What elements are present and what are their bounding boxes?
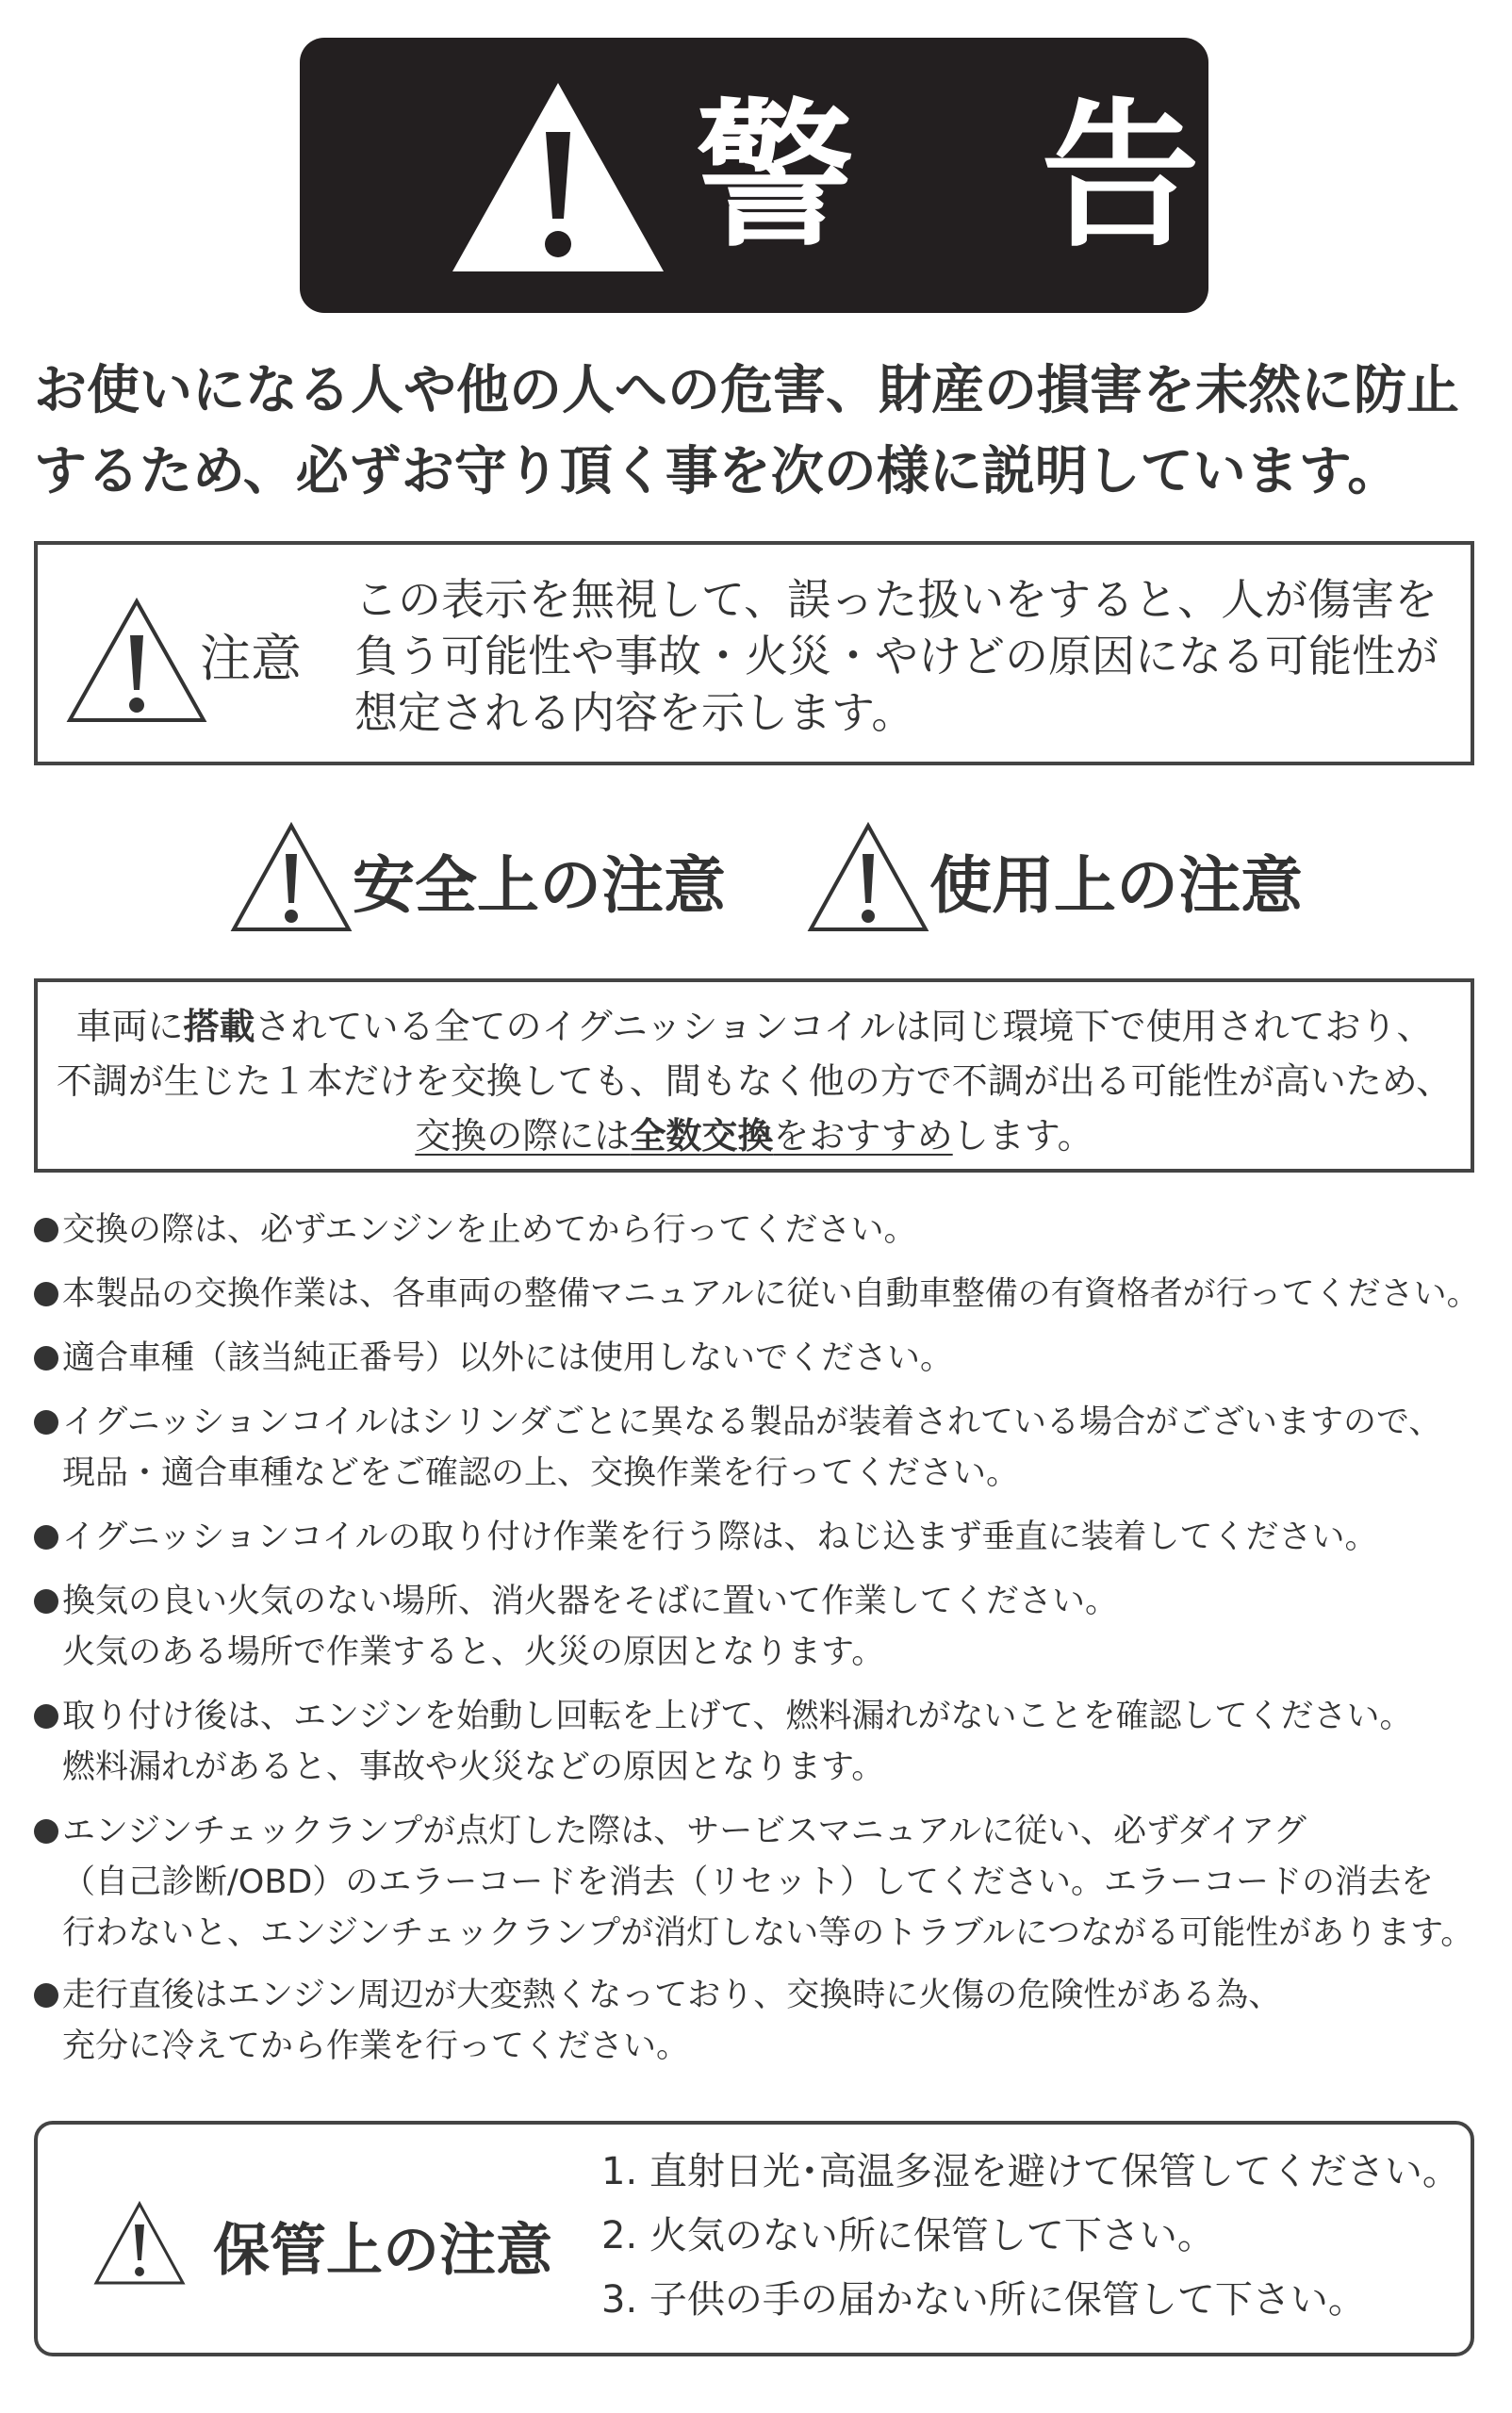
- list-item-text: 走行直後はエンジン周辺が大変熱くなっており、交換時に火傷の危険性がある為、: [62, 1977, 1282, 2014]
- bullet-icon: [34, 1218, 58, 1242]
- storage-caution-box: [34, 2121, 1474, 2356]
- list-item: [34, 1691, 1486, 1793]
- notice-line-1: [38, 999, 1471, 1054]
- list-item-text: 換気の良い火気のない場所、消火器をそばに置いて作業してください。: [62, 1583, 1119, 1620]
- list-item-text: 燃料漏れがあると、事故や火災などの原因となります。: [62, 1748, 885, 1786]
- bullet-icon: [34, 1282, 58, 1306]
- safety-heading-label: 安全上の注意: [353, 849, 726, 922]
- list-item: [34, 1576, 1486, 1678]
- bullet-icon: [34, 1704, 58, 1729]
- notice-emphasis: 全数交換: [630, 1115, 774, 1157]
- warning-triangle-icon: [230, 822, 353, 933]
- intro-line: お使いになる人や他の人への危害、財産の損害を未然に防止: [34, 360, 1459, 421]
- usage-heading: [807, 816, 1303, 929]
- list-item: [34, 1397, 1486, 1499]
- list-item-text: 取り付け後は、エンジンを始動し回転を上げて、燃料漏れがないことを確認してください。: [62, 1698, 1413, 1735]
- notice-text: 車両に: [75, 1006, 184, 1047]
- notice-text: されている全てのイグニッションコイルは同じ環境下で使用されており、: [255, 1006, 1433, 1047]
- warning-triangle-icon: [807, 822, 929, 933]
- notice-underlined: 交換の際には: [415, 1115, 631, 1157]
- list-item-text: 本製品の交換作業は、各車両の整備マニュアルに従い自動車整備の有資格者が行ってください。: [62, 1275, 1480, 1313]
- notice-underlined: をおすすめ: [773, 1115, 953, 1157]
- list-item-text: 行わないと、エンジンチェックランプが消灯しない等のトラブルにつながる可能性があります。: [62, 1914, 1474, 1952]
- notice-line-3: [38, 1108, 1471, 1163]
- caution-line: この表示を無視して、誤った扱いをすると、人が傷害を: [354, 574, 1438, 625]
- list-item: [34, 1512, 1486, 1563]
- warning-triangle-icon: [92, 2200, 187, 2287]
- intro-text: [34, 351, 1486, 513]
- caution-label: 注意: [200, 629, 302, 688]
- list-item-text: 交換の際は、必ずエンジンを止めてから行ってください。: [62, 1211, 917, 1249]
- list-item: [34, 1269, 1486, 1320]
- usage-heading-label: 使用上の注意: [929, 849, 1303, 922]
- notice-text: します。: [952, 1115, 1093, 1157]
- storage-title: 保管上の注意: [213, 2218, 552, 2284]
- list-item-text: イグニッションコイルはシリンダごとに異なる製品が装着されている場合がございますので、: [62, 1403, 1442, 1441]
- bullet-icon: [34, 1983, 58, 2008]
- warning-triangle-icon: [449, 77, 667, 277]
- caution-definition-box: [34, 541, 1474, 765]
- storage-item: 3. 子供の手の届かない所に保管して下さい。: [601, 2278, 1366, 2322]
- caution-line: 負う可能性や事故・火災・やけどの原因になる可能性が: [354, 631, 1438, 681]
- bullet-icon: [34, 1589, 58, 1614]
- list-item: [34, 1970, 1486, 2072]
- list-item-text: （自己診断/OBD）のエラーコードを消去（リセット）してください。エラーコードの消去を: [62, 1863, 1434, 1901]
- storage-list: [601, 2140, 1469, 2332]
- notice-emphasis: 搭載: [183, 1006, 255, 1047]
- list-item-text: 現品・適合車種などをご確認の上、交換作業を行ってください。: [62, 1454, 1020, 1492]
- list-item-text: イグニッションコイルの取り付け作業を行う際は、ねじ込まず垂直に装着してください。: [62, 1518, 1378, 1556]
- notice-line-2: 不調が生じた１本だけを交換しても、間もなく他の方で不調が出る可能性が高いため、: [56, 1060, 1453, 1102]
- banner-title: 警 告: [696, 84, 1266, 269]
- list-item: [34, 1333, 1486, 1384]
- intro-line: するため、必ずお守り頂く事を次の様に説明しています。: [34, 441, 1401, 502]
- storage-item: 1. 直射日光･高温多湿を避けて保管してください。: [601, 2150, 1460, 2193]
- list-item: [34, 1205, 1486, 1256]
- bullet-icon: [34, 1525, 58, 1550]
- ignition-notice-box: [34, 978, 1474, 1173]
- list-item-text: 適合車種（該当純正番号）以外には使用しないでください。: [62, 1339, 954, 1377]
- caution-description: [354, 571, 1467, 741]
- list-item-text: エンジンチェックランプが点灯した際は、サービスマニュアルに従い、必ずダイアグ: [62, 1813, 1307, 1850]
- warning-triangle-icon: [66, 596, 207, 724]
- bullet-icon: [34, 1346, 58, 1371]
- warning-banner: [300, 38, 1266, 313]
- safety-heading: [230, 816, 726, 929]
- list-item-text: 充分に冷えてから作業を行ってください。: [62, 2027, 690, 2065]
- caution-line: 想定される内容を示します。: [354, 687, 915, 738]
- bullet-icon: [34, 1410, 58, 1435]
- bullet-icon: [34, 1819, 58, 1844]
- list-item-text: 火気のある場所で作業すると、火災の原因となります。: [62, 1633, 885, 1671]
- list-item: [34, 1806, 1486, 1959]
- storage-item: 2. 火気のない所に保管して下さい。: [601, 2214, 1215, 2257]
